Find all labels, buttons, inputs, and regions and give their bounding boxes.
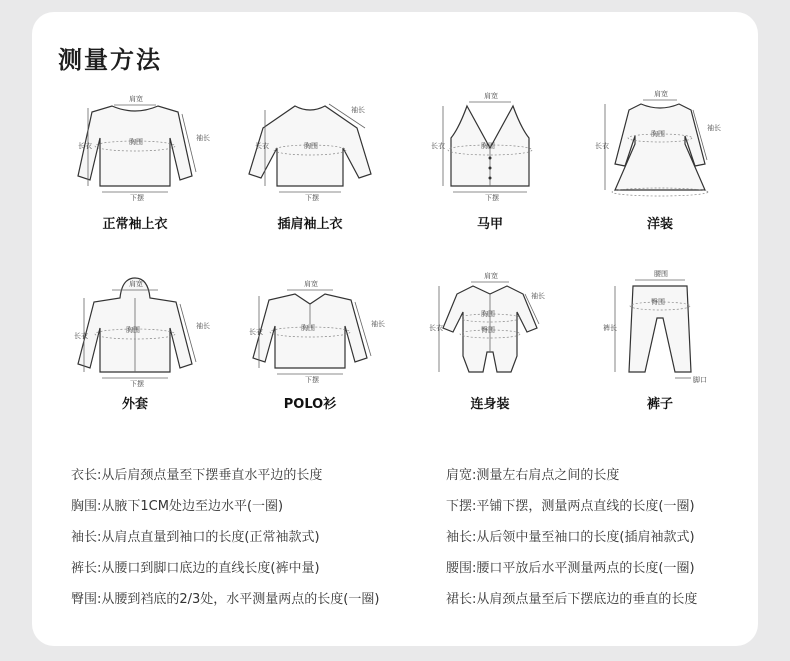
romper-icon xyxy=(405,268,575,388)
definition-item: 下摆:平铺下摆，测量两点直线的长度(一圈) xyxy=(446,499,695,514)
pants-icon xyxy=(575,268,745,388)
svg-text:胸围: 胸围 xyxy=(481,142,495,150)
definition-item: 衣长:从后肩颈点量至下摆垂直水平边的长度 xyxy=(71,468,323,483)
garment-crewneck xyxy=(50,88,220,248)
garment-label: POLO衫 xyxy=(283,397,337,412)
svg-text:袖长: 袖长 xyxy=(196,134,210,142)
garment-jacket xyxy=(50,268,220,428)
svg-text:下摆: 下摆 xyxy=(305,194,319,202)
svg-text:胸围: 胸围 xyxy=(304,142,318,150)
garment-label: 裤子 xyxy=(646,397,673,412)
svg-text:下摆: 下摆 xyxy=(130,194,144,202)
hooded-jacket-icon xyxy=(50,268,220,388)
svg-text:肩宽: 肩宽 xyxy=(484,272,498,280)
garment-raglan xyxy=(225,88,395,248)
svg-text:下摆: 下摆 xyxy=(130,380,144,388)
svg-text:胸围: 胸围 xyxy=(126,326,140,334)
vest-icon xyxy=(405,88,575,208)
garment-label: 马甲 xyxy=(476,217,503,232)
page-title: 测量方法 xyxy=(58,46,162,74)
definition-item: 裙长:从肩颈点量至后下摆底边的垂直的长度 xyxy=(446,592,698,607)
svg-text:胸围: 胸围 xyxy=(129,138,143,146)
definition-item: 袖长:从后领中量至袖口的长度(插肩袖款式) xyxy=(446,530,695,545)
svg-text:脚口: 脚口 xyxy=(693,376,707,384)
svg-text:臀围: 臀围 xyxy=(481,326,495,334)
definition-item: 肩宽:测量左右肩点之间的长度 xyxy=(446,468,620,483)
svg-text:肩宽: 肩宽 xyxy=(484,92,498,100)
garment-label: 插肩袖上衣 xyxy=(277,217,343,232)
svg-text:肩宽: 肩宽 xyxy=(129,280,143,288)
svg-text:袖长: 袖长 xyxy=(371,320,385,328)
svg-text:袖长: 袖长 xyxy=(196,322,210,330)
garment-label: 外套 xyxy=(121,397,148,412)
definition-item: 胸围:从腋下1CM处边至边水平(一圈) xyxy=(71,499,284,514)
garment-vest xyxy=(405,88,575,248)
svg-text:长衣: 长衣 xyxy=(249,328,263,336)
garment-label: 连身装 xyxy=(470,397,510,412)
definition-item: 腰围:腰口平放后水平测量两点的长度(一圈) xyxy=(446,561,695,576)
garment-pants xyxy=(575,268,745,428)
garment-dress xyxy=(575,88,745,248)
svg-text:下摆: 下摆 xyxy=(485,194,499,202)
svg-text:长衣: 长衣 xyxy=(429,324,443,332)
definitions-right xyxy=(446,466,697,621)
svg-text:肩宽: 肩宽 xyxy=(654,90,668,98)
definition-item: 袖长:从肩点直量到袖口的长度(正常袖款式) xyxy=(71,530,320,545)
svg-text:长衣: 长衣 xyxy=(431,142,445,150)
svg-text:裤长: 裤长 xyxy=(603,324,617,332)
svg-text:袖长: 袖长 xyxy=(531,292,545,300)
dress-icon xyxy=(575,88,745,208)
svg-text:胸围: 胸围 xyxy=(481,310,495,318)
garment-romper xyxy=(405,268,575,428)
polo-shirt-icon xyxy=(225,268,395,388)
svg-text:长衣: 长衣 xyxy=(74,332,88,340)
svg-text:肩宽: 肩宽 xyxy=(304,280,318,288)
garment-polo xyxy=(225,268,395,428)
garment-label: 洋装 xyxy=(646,217,673,232)
definition-item: 裤长:从腰口到脚口底边的直线长度(裤中量) xyxy=(71,561,320,576)
crewneck-sweater-icon xyxy=(50,88,220,208)
svg-text:长衣: 长衣 xyxy=(255,142,269,150)
svg-text:长衣: 长衣 xyxy=(78,142,92,150)
svg-text:袖长: 袖长 xyxy=(707,124,721,132)
svg-text:下摆: 下摆 xyxy=(305,376,319,384)
garment-label: 正常袖上衣 xyxy=(102,217,168,232)
definition-item: 臀围:从腰到裆底的2/3处，水平测量两点的长度(一圈) xyxy=(71,592,380,607)
svg-text:长衣: 长衣 xyxy=(595,142,609,150)
garment-grid xyxy=(50,88,750,428)
svg-text:胸围: 胸围 xyxy=(301,324,315,332)
definitions-left xyxy=(71,466,379,621)
svg-text:袖长: 袖长 xyxy=(351,106,365,114)
svg-text:肩宽: 肩宽 xyxy=(129,95,143,103)
svg-text:胸围: 胸围 xyxy=(651,130,665,138)
svg-text:腰围: 腰围 xyxy=(654,270,668,278)
svg-text:臀围: 臀围 xyxy=(651,298,665,306)
raglan-sweater-icon xyxy=(225,88,395,208)
